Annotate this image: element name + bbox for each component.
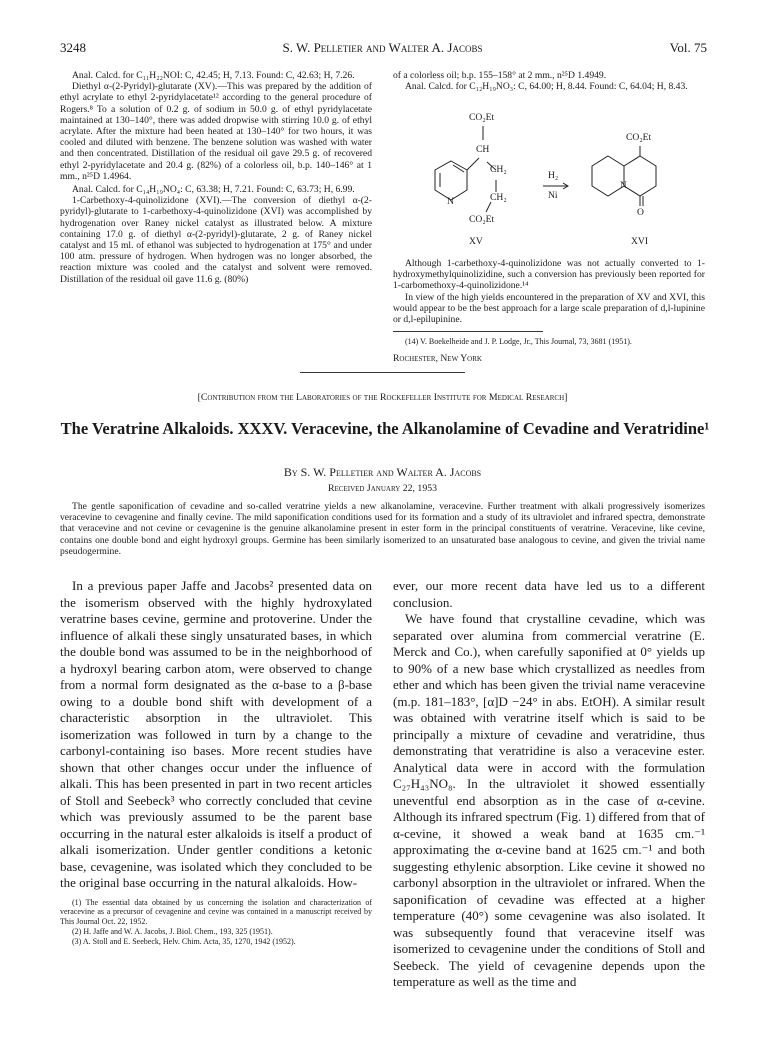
diethyl-glutarate-paragraph: Diethyl α-(2-Pyridyl)-glutarate (XV).—This was prepared by the addition of ethyl acrylate to ethyl 2-pyridylacetate¹² according to the general procedure of Rogers.⁸ To a solution of 0.2 g. of sodium in 50.0 g. of ethyl pyridylacetate maintained at 130–140°, there was added dropwise with stirring 10.0 g. of ethyl acrylate. After the mixture had been heated at 130–140° for two hours, it was cooled and diluted with benzene. The benzene solution was washed with water and then concentrated. Distillation of the residual oil gave 29.5 g. of recovered ethyl 2-pyridylacetate and 20.4 g. (82%) of a colorless oil, b.p. 140–146° at 1 mm., n²⁵D 1.4964. (60, 81, 372, 182)
analysis-paragraph-2: Anal. Calcd. for C₁₄H₁₉NO₄: C, 63.38; H, 7.21. Found: C, 63.73; H, 6.99. (72, 184, 355, 196)
ch-label: CH (476, 144, 490, 155)
h2-label: H₂ (548, 170, 559, 181)
article-title: The Veratrine Alkaloids. XXXV. Veracevine, the Alkanolamine of Cevadine and Veratridine¹ (60, 419, 710, 438)
footnote-2: (2) H. Jaffe and W. A. Jacobs, J. Biol. Chem., 193, 325 (1951). (72, 926, 273, 936)
intro-paragraph: In a previous paper Jaffe and Jacobs² presented data on the isomerism observed with the highly hydroxylated veratrine bases cevine, germine and protoverine. Under the influence of alkali these singly unsaturated bases, in which the double bond was assumed to be in the neighborhood of a hydroxyl bearing carbon atom, were observed to change from a normal form designated as the α-base to a β-base owing to a double bond shift with development of a characteristic absorption in the ultraviolet. This isomerization was followed in turn by a change to the carbonyl-containing iso bases. More recent studies have shown that other changes occur under the influence of alkali. This has been presented in part in two recent articles of Stoll and Seebeck³ who correctly concluded that cevine which was previously assumed to be the parent base occurring in the natural ester alkaloids is itself a product of alkali isomerization. Under gentler conditions a ketonic base, cevagenine, was isolated which they concluded to be the original base occurring in the natural alkaloids. How- (60, 578, 372, 890)
footnote-1: (1) The essential data obtained by us concerning the isolation and characterization of veracevine as a precursor of cevagenine and cevine was contained in a manuscript received by This Journal Oct. 22, 1952. (60, 897, 372, 927)
ch2-label-a: CH₂ (490, 164, 507, 175)
analysis-paragraph-1: Anal. Calcd. for C₁₁H₂₂NOI: C, 42.45; H, 7.13. Found: C, 42.63; H, 7.26. (72, 70, 355, 81)
pyridine-n-label: N (447, 196, 454, 207)
right-experimental-column (393, 70, 705, 92)
volume-label: Vol. 75 (669, 40, 707, 55)
left-experimental-column (60, 70, 372, 285)
compound-label-xv: XV (469, 236, 483, 247)
high-yields-paragraph: In view of the high yields encountered in the preparation of XV and XVI, this would appear to be the best approach for a large scale preparation of d,l-lupinine or d,l-epilupinine. (393, 291, 705, 326)
byline: By S. W. Pelletier and Walter A. Jacobs (283, 465, 482, 479)
received-date: Received January 22, 1953 (327, 483, 438, 494)
abstract (60, 501, 705, 557)
hydrogenation-scheme (393, 104, 705, 252)
co2et-right-label: CO₂Et (626, 132, 652, 143)
conclusion-continuation: ever, our more recent data have led us to a different conclusion. (393, 578, 705, 610)
cevadine-paragraph: We have found that crystalline cevadine, which was separated over alumina from commercial veratrine (E. Merck and Co.), when carefully saponified at 0° yields up to 90% of a new base which crystallized as needles from ether and which has been given the trivial name veracevine (m.p. 181–183°, [α]D −24° in abs. EtOH). A similar result was obtained with veratrine itself which is said to be principally a mixture of cevadine and veratridine, thus demonstrating that veratridine is also a veracevine ester. Analytical data were in accord with the formulation C₂₇H₄₃NO₈. In the ultraviolet it showed essentially uneventful end absorption as in the case of α-cevine. Although its infrared spectrum (Fig. 1) differed from that of α-cevine, it showed a weak band at 1635 cm.⁻¹ approximating the α-cevine band at 1625 cm.⁻¹ and both suggesting ethylenic absorption. Like cevine it showed no carbonyl absorption in the ultraviolet or infrared. When the saponification of cevadine was effected at a higher temperature (40°) some cevagenine was also isolated. It was subsequently found that veracevine itself was isomerized to cevagenine under the conditions of Stoll and Seebeck. The yield of cevagenine depends upon the temperature as well as the time and (393, 611, 705, 989)
ch2-label-b: CH₂ (490, 192, 507, 203)
conversion-paragraph: Although 1-carbethoxy-4-quinolizidone was not actually converted to 1-hydroxymethylquinolizidine, such a conversion has previously been reported for 1-carbomethoxy-4-quinolizidone.¹⁴ (393, 258, 705, 292)
article-separator (300, 372, 465, 373)
analysis-paragraph-3: Anal. Calcd. for C₁₂H₁₉NO₃: C, 64.00; H, 8.44. Found: C, 64.04; H, 8.43. (405, 81, 688, 93)
compound-label-xvi: XVI (631, 236, 649, 247)
contribution-line: [Contribution from the Laboratories of the Rockefeller Institute for Medical Research] (197, 392, 568, 403)
abstract-text: The gentle saponification of cevadine and so-called veratrine yields a new alkanolamine, veracevine. Further treatment with alkali progressively isomerizes veracevine to cevagenine and finally cevine. The mild saponification conditions used for its formation and a study of its ultraviolet and infrared spectra, demonstrate that veracevine and not cevine or cevagenine is the genuine alkanolamine present in ester form in the principal constituents of veratrine. Veracevine, like cevine, contains one double bond and eight hydroxyl groups. Germine has been similarly isomerized to an unsaturated base analogous to cevine, and given the trivial name pseudogermine. (60, 501, 705, 557)
co2et-top-label: CO₂Et (469, 112, 495, 123)
right-discussion-block (393, 258, 705, 364)
footnote-14: (14) V. Boekelheide and J. P. Lodge, Jr., This Journal, 73, 3681 (1951). (405, 337, 632, 347)
footnote-rule (393, 331, 543, 332)
ni-label: Ni (548, 190, 558, 201)
page-number: 3248 (60, 40, 86, 55)
carbethoxy-quinolizidone-paragraph: 1-Carbethoxy-4-quinolizidone (XVI).—The conversion of diethyl α-(2-pyridyl)-glutarate to 1-carbethoxy-4-quinolizidone (XVI) was accomplished by hydrogenation over Raney nickel catalyst as illustrated below. A mixture containing 17.0 g. of diethyl α-(2-pyridyl)-glutarate, 2 g. of Raney nickel catalyst and 15 ml. of ethanol was subjected to hydrogenation at 175° and under 100 atm. pressure of hydrogen. When hydrogen was no longer absorbed, the reaction mixture was cooled and the catalyst and solvent were removed. Distillation of the residual oil gave 11.6 g. (80%) (60, 195, 372, 285)
body-right-column (393, 578, 705, 991)
running-title: S. W. Pelletier and Walter A. Jacobs (282, 40, 483, 55)
colorless-oil-paragraph: of a colorless oil; b.p. 155–158° at 2 mm., n²⁵D 1.4949. (393, 70, 607, 81)
footnote-spacer (60, 895, 372, 896)
body-left-column (60, 578, 372, 946)
carbonyl-o-label: O (637, 207, 644, 218)
co2et-bottom-label: CO₂Et (469, 214, 495, 225)
place-line: Rochester, New York (393, 353, 482, 365)
quinolizidone-n-label: N (620, 180, 627, 191)
footnote-3: (3) A. Stoll and E. Seebeck, Helv. Chim. Acta, 35, 1270, 1942 (1952). (72, 936, 296, 946)
